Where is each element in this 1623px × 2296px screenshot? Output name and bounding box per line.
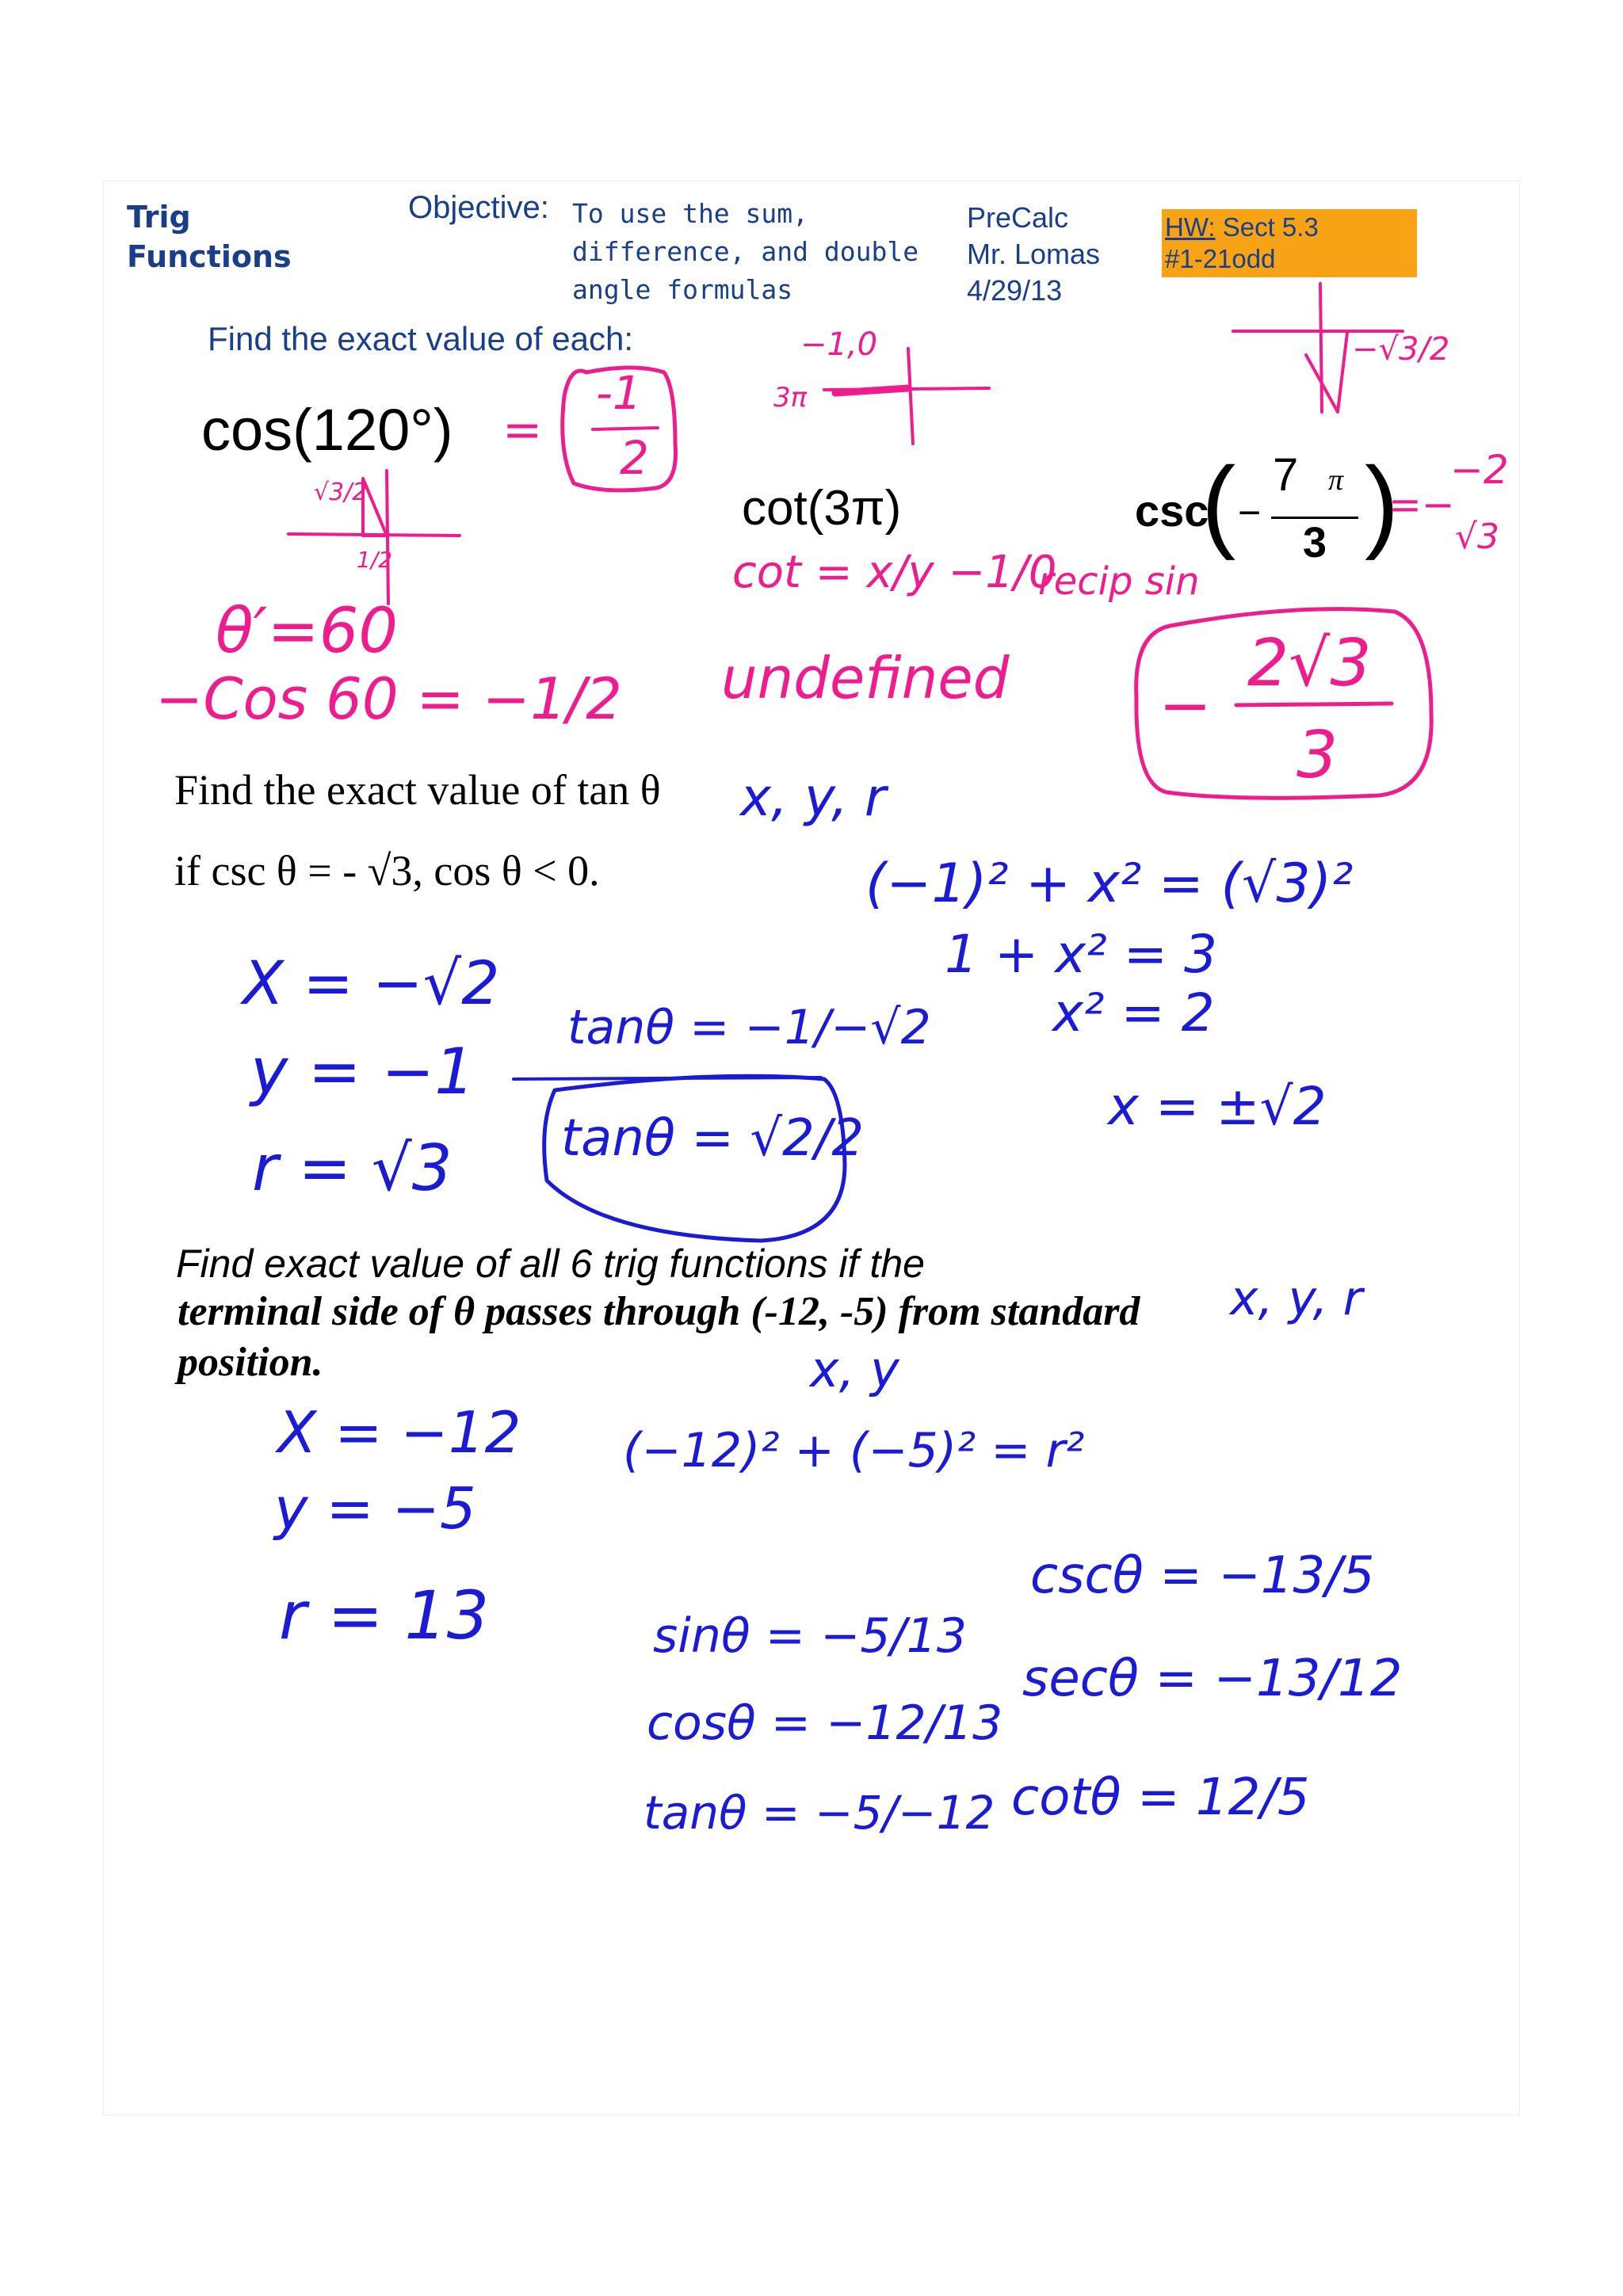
teacher-name: Mr. Lomas [967,238,1101,270]
problem-3-graph-label: −√3/2 [1352,331,1450,368]
section-3-csc: cscθ = −13/5 [1030,1547,1375,1605]
section-2-prompt-line-2: if csc θ = - √3, cos θ < 0. [174,847,600,894]
section-2-pyth-line-3: x² = 2 [1052,982,1215,1043]
objective-line-1: To use the sum, [572,198,809,229]
section-2-y-value: y = −1 [250,1035,475,1108]
homework-section: Sect 5.3 [1215,212,1319,242]
problem-3-work-num: −2 [1450,447,1509,493]
homework-label: HW: [1165,212,1216,242]
problem-1-triangle [363,479,387,536]
section-2-answer-circle [544,1076,845,1241]
objective-line-2: difference, and double [572,236,919,267]
section-3-vars: x, y, r [1230,1271,1363,1326]
problem-1-expression: cos(120°) [201,397,453,463]
problem-3-answer-bar [1236,704,1392,705]
section-3-xy-label: x, y [810,1341,899,1398]
problem-3-note: recip sin [1038,559,1200,604]
problem-1-ref-angle: θ′=60 [216,596,399,667]
section-2-vars: x, y, r [740,767,887,828]
problem-3-answer-den: 3 [1296,718,1338,793]
problem-2-axis-label: 3π [773,382,808,414]
problem-3-prefix: csc [1135,486,1209,536]
problem-1-equals: = [502,402,543,458]
problem-3-pi: π [1328,463,1344,497]
title-trig: Trig [127,200,191,235]
problem-3-close-paren: ) [1365,445,1400,561]
section-3-prompt-line-2: terminal side of θ passes through (-12, -5) from standard [178,1289,1140,1334]
problem-3-axis-y [1320,284,1322,412]
section-2-tan-answer: tanθ = √2/2 [561,1109,865,1168]
course-name: PreCalc [967,201,1069,234]
problem-3-numerator: 7 [1273,449,1299,501]
section-3-cos: cosθ = −12/13 [647,1695,1003,1751]
section-3-prompt-line-1: Find exact value of all 6 trig functions if the [176,1241,925,1286]
problem-1-ref-side: √3/2 [314,479,368,506]
problem-3-answer-num: 2√3 [1247,626,1372,701]
section-1-prompt: Find the exact value of each: [208,320,633,357]
problem-1-ref-base: 1/2 [357,547,393,573]
section-3-sin: sinθ = −5/13 [653,1608,968,1664]
objective-label: Objective: [408,190,549,225]
problem-2-expression: cot(3π) [742,481,902,536]
section-2-pyth-line-1: (−1)² + x² = (√3)² [865,852,1354,915]
section-2-pyth-line-4: x = ±√2 [1108,1076,1327,1137]
section-2-tan-work: tanθ = −1/−√2 [567,1000,931,1055]
problem-1-axis-y [387,471,388,604]
problem-3-open-paren: ( [1201,445,1236,561]
problem-1-answer-num: -1 [596,366,642,420]
problem-3-minus: − [1238,490,1262,535]
problem-3-work-equals: =− [1388,482,1455,528]
section-3-tan: tanθ = −5/−12 [643,1786,995,1840]
problem-2-terminal-side [835,388,908,393]
problem-1-answer-bar [593,428,658,429]
section-2-pyth-line-2: 1 + x² = 3 [945,924,1218,985]
section-3-x-value: X = −12 [277,1399,521,1466]
section-3-y-value: y = −5 [274,1475,476,1542]
section-3-prompt-line-3: position. [178,1340,323,1385]
problem-1-answer-den: 2 [620,431,649,485]
problem-3-answer-minus: − [1159,669,1212,742]
section-3-sec: secθ = −13/12 [1022,1650,1403,1708]
section-3-cot: cotθ = 12/5 [1011,1768,1310,1827]
title-functions: Functions [127,239,292,274]
problem-1-work: −Cos 60 = −1/2 [155,666,622,732]
problem-2-work: cot = x/y −1/0 [732,547,1057,598]
section-3-r-value: r = 13 [279,1577,490,1654]
problem-2-answer: undefined [721,645,1010,711]
problem-3-denominator: 3 [1303,519,1327,566]
homework-line-2: #1-21odd [1165,244,1276,273]
class-date: 4/29/13 [967,274,1063,307]
section-2-x-value: X = −√2 [242,948,500,1018]
problem-3-work-den: √3 [1455,517,1500,557]
objective-line-3: angle formulas [572,274,793,305]
section-2-r-value: r = √3 [252,1131,453,1205]
section-2-underline [514,1077,821,1079]
section-3-pyth: (−12)² + (−5)² = r² [623,1423,1085,1478]
section-2-prompt-line-1: Find the exact value of tan θ [174,766,661,814]
problem-2-point: −1,0 [800,326,878,363]
problem-3-triangle [1306,333,1347,412]
problem-2-axis-y [908,349,913,444]
